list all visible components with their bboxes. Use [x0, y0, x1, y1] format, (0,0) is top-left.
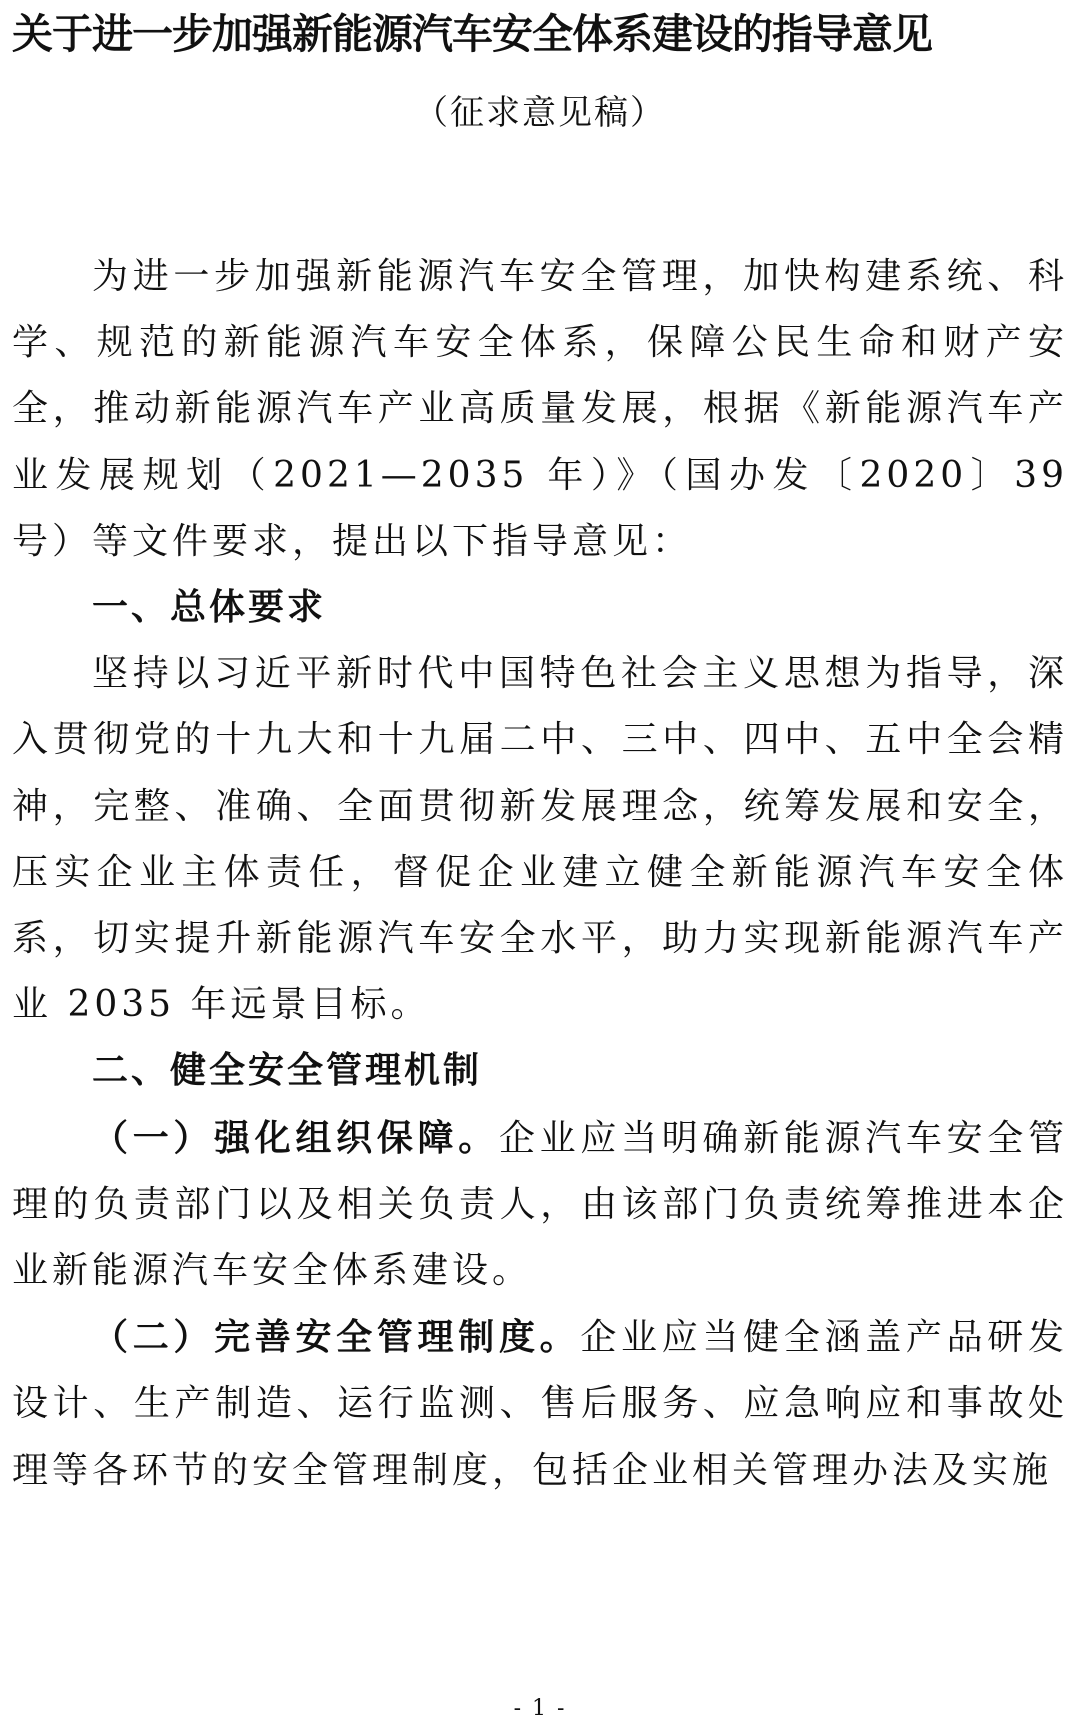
item-text: 企业应当明确新能源汽车安全管理的负责部门以及相关负责人，由该部门负责统筹推进本企业新能源汽车安全体系建设。	[12, 1117, 1068, 1292]
page-number: - 1 -	[513, 1696, 567, 1721]
item-organization-guarantee	[12, 1105, 1068, 1305]
intro-paragraph: 为进一步加强新能源汽车安全管理，加快构建系统、科学、规范的新能源汽车安全体系，保障公民生命和财产安全，推动新能源汽车产业高质量发展，根据《新能源汽车产业发展规划（2021—2035 年）》（国办发〔2020〕39 号）等文件要求，提出以下指导意见：	[12, 256, 1068, 562]
section-heading-general-requirements: 一、总体要求	[92, 587, 327, 629]
document-body	[12, 244, 1068, 1504]
document-title: 关于进一步加强新能源汽车安全体系建设的指导意见	[12, 10, 932, 58]
general-requirements-paragraph: 坚持以习近平新时代中国特色社会主义思想为指导，深入贯彻党的十九大和十九届二中、三中、四中、五中全会精神，完整、准确、全面贯彻新发展理念，统筹发展和安全，压实企业主体责任，督促企业建立健全新能源汽车安全体系，切实提升新能源汽车安全水平，助力实现新能源汽车产业 2035 年远景目标。	[12, 653, 1068, 1026]
item-safety-system	[12, 1304, 1068, 1504]
item-lead: （一）强化组织保障。	[92, 1116, 499, 1159]
section-heading-safety-management: 二、健全安全管理机制	[92, 1050, 483, 1092]
document-subtitle: （征求意见稿）	[414, 93, 666, 133]
item-lead: （二）完善安全管理制度。	[92, 1316, 581, 1359]
item-text: 企业应当健全涵盖产品研发设计、生产制造、运行监测、售后服务、应急响应和事故处理等各环节的安全管理制度，包括企业相关管理办法及实施	[12, 1317, 1068, 1491]
